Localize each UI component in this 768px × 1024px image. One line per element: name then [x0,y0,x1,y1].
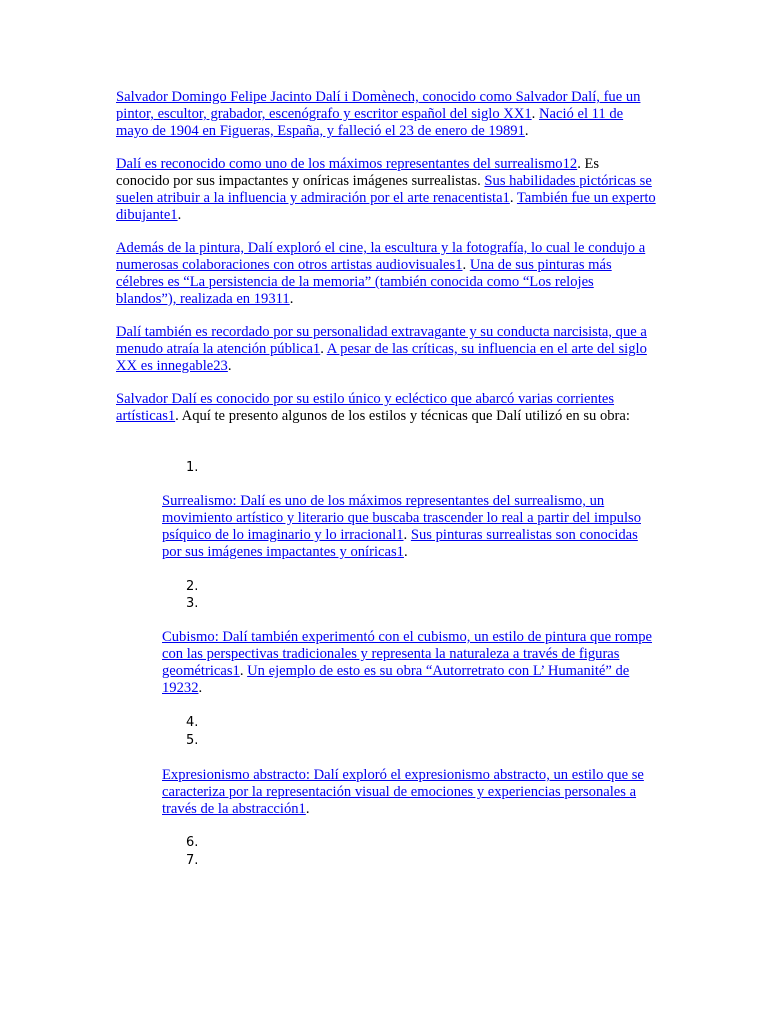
period: . [198,680,203,696]
paragraph-styles-intro [116,391,656,425]
plain-text: Es conocido por sus impactantes y oníricas imágenes surrealistas. [116,156,600,189]
paragraph-surrealism [116,156,656,224]
link-surrealism-style[interactable]: Surrealismo: Dalí es uno de los máximos representantes del surrealismo, un movimiento artístico y literario que buscaba trascender lo real a partir del impulso psíquico de lo imaginario y lo irracional1 [162,493,641,543]
link-persistence-of-memory[interactable]: Una de sus pinturas más célebres es “La persistencia de la memoria” (también conocida como “Los relojes blandos”), realizada en 19311 [116,257,612,307]
list-number: 7. [186,853,199,868]
link-cubism-style[interactable]: Cubismo: Dalí también experimentó con el cubismo, un estilo de pintura que rompe con las perspectivas tradicionales y representa la naturaleza a través de figuras geométricas1 [162,629,653,679]
period: . [239,663,244,679]
link-surrealism-representative[interactable]: Dalí es reconocido como uno de los máximos representantes del surrealismo12 [116,156,578,172]
list-item-abstract-expressionism [162,767,656,818]
period: . [227,358,232,374]
period: . [524,123,529,139]
link-biography-intro[interactable]: Salvador Domingo Felipe Jacinto Dalí i Domènech, conocido como Salvador Dalí, fue un pintor, escultor, grabador, escenógrafo y escritor español del siglo XX1 [116,89,641,122]
link-influence[interactable]: A pesar de las críticas, su influencia en el arte del siglo XX es innegable23 [116,341,647,374]
paragraph-other-arts [116,240,656,308]
link-eclectic-style[interactable]: Salvador Dalí es conocido por su estilo único y ecléctico que abarcó varias corrientes artísticas1 [116,391,615,424]
link-abstract-expressionism[interactable]: Expresionismo abstracto: Dalí exploró el expresionismo abstracto, un estilo que se caracteriza por la representación visual de emociones y experiencias personales a través de la abstracción1 [162,767,644,817]
list-item-surrealism [162,493,656,561]
period: . [289,291,294,307]
period: . [177,207,182,223]
period: . [403,544,408,560]
list-item-cubism [162,629,656,697]
list-number: 3. [186,596,199,611]
period: . [175,408,179,424]
period: . [509,190,514,206]
link-self-portrait[interactable]: Un ejemplo de esto es su obra “Autorretrato con L’ Humanité” de 19232 [162,663,630,696]
period: . [577,156,581,172]
list-number: 6. [186,835,199,850]
list-number: 2. [186,579,199,594]
period: . [403,527,408,543]
link-surrealist-paintings[interactable]: Sus pinturas surrealistas son conocidas por sus imágenes impactantes y oníricas1 [162,527,638,560]
link-personality[interactable]: Dalí también es recordado por su personalidad extravagante y su conducta narcisista, que a menudo atraía la atención pública1 [116,324,647,357]
link-renaissance-influence[interactable]: Sus habilidades pictóricas se suelen atribuir a la influencia y admiración por el arte renacentista1 [116,173,652,206]
period: . [320,341,324,357]
paragraph-personality [116,324,656,375]
list-number: 1. [186,460,199,475]
period: . [531,106,536,122]
period: . [305,801,310,817]
period: . [462,257,467,273]
link-draftsman[interactable]: También fue un experto dibujante1 [116,190,656,223]
list-number: 4. [186,715,199,730]
paragraph-biography [116,89,656,140]
list-number: 5. [186,733,199,748]
plain-text: Aquí te presento algunos de los estilos y técnicas que Dalí utilizó en su obra: [181,408,630,424]
link-cinema-collaborations[interactable]: Además de la pintura, Dalí exploró el cine, la escultura y la fotografía, lo cual le condujo a numerosas colaboraciones con otros artistas audiovisuales1 [116,240,646,273]
link-birth-death[interactable]: Nació el 11 de mayo de 1904 en Figueras, España, y falleció el 23 de enero de 19891 [116,106,624,139]
